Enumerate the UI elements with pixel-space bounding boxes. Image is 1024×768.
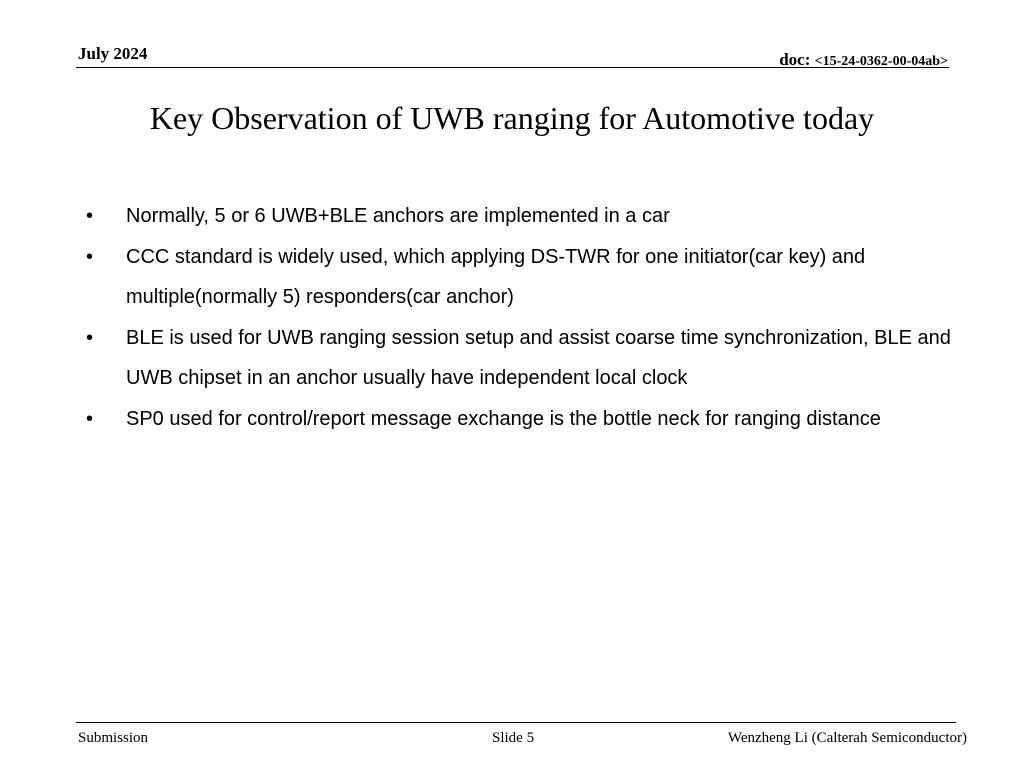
bullet-item — [86, 196, 986, 237]
bullet-item — [86, 318, 986, 399]
bullet-dot-icon: • — [86, 326, 94, 349]
bullet-list — [86, 196, 986, 439]
bullet-item — [86, 237, 986, 318]
bullet-dot-icon: • — [86, 245, 94, 268]
slide-title: Key Observation of UWB ranging for Automotive today — [149, 100, 875, 136]
footer-author: Wenzheng Li (Calterah Semiconductor) — [727, 730, 967, 746]
bullet-dot-icon: • — [86, 407, 94, 430]
bullet-dot-icon: • — [86, 205, 94, 227]
bullet-item — [86, 399, 986, 440]
footer-slide-number: Slide 5 — [492, 730, 535, 746]
footer-submission: Submission — [78, 730, 149, 746]
bullet-text: CCC standard is widely used, which applying DS-TWR for one initiator(car key) and multiple(normally 5) responders(car anchor) — [126, 245, 866, 308]
footer-divider — [76, 722, 956, 723]
header-date: July 2024 — [78, 44, 148, 63]
bullet-text: SP0 used for control/report message exchange is the bottle neck for ranging distance — [126, 407, 881, 430]
header-divider — [76, 67, 949, 68]
header-doc-number: <15-24-0362-00-04ab> — [814, 54, 948, 69]
bullet-text: BLE is used for UWB ranging session setup and assist coarse time synchronization, BLE and UWB chipset in an anchor usually have independent local clock — [126, 326, 951, 389]
bullet-text: Normally, 5 or 6 UWB+BLE anchors are implemented in a car — [126, 205, 670, 227]
header-doc-label: doc: — [779, 50, 815, 69]
header-doc-id — [779, 50, 948, 72]
